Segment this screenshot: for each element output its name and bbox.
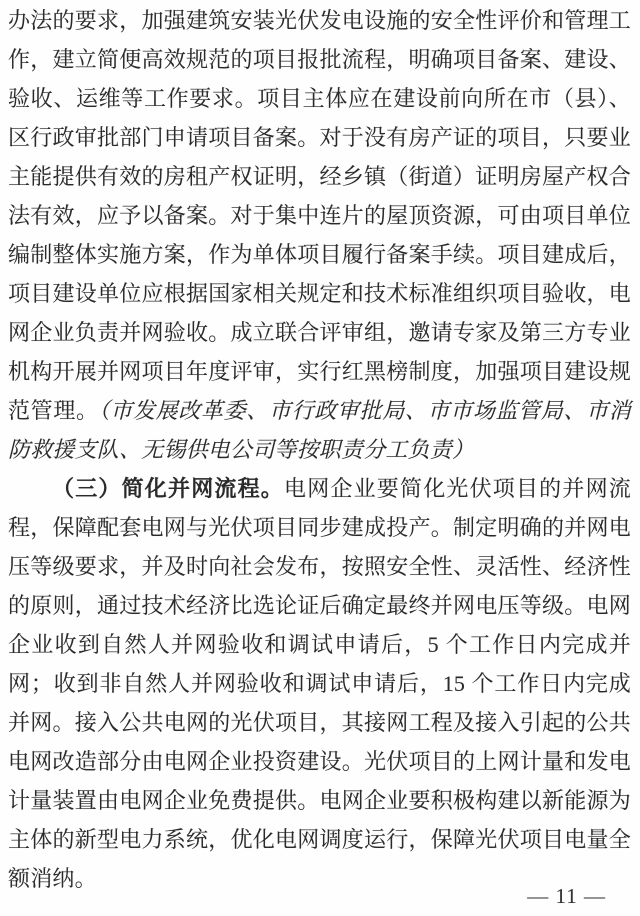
body-text-run: 办法的要求，加强建筑安装光伏发电设施的安全性评价和管理工作，建立简便高效规范的项目报批流程，明确项目备案、建设、验收、运维等工作要求。项目主体应在建设前向所在市（县）、区行政审批部门申请项目备案。对于没有房产证的项目，只要业主能提供有效的房租产权证明，经乡镇（街道）证明房屋产权合法有效，应予以备案。对于集中连片的屋顶资源，可由项目单位编制整体实施方案，作为单体项目履行备案手续。项目建成后，项目建设单位应根据国家相关规定和技术标准组织项目验收，电网企业负责并网验收。成立联合评审组，邀请专家及第三方专业机构开展并网项目年度评审，实行红黑榜制度，加强项目建设规范管理。: [8, 8, 631, 423]
page-number: — 11 —: [527, 884, 606, 908]
responsibility-attribution-note: （市发展改革委、市行政审批局、市市场监管局、市消防救援支队、无锡供电公司等按职责分工负责）: [8, 398, 631, 462]
section-heading: （三）简化并网流程。: [52, 476, 284, 501]
paragraph-section-three: [8, 469, 631, 898]
paragraph-continuation: [8, 1, 631, 469]
body-text-run: 电网企业要简化光伏项目的并网流程，保障配套电网与光伏项目同步建成投产。制定明确的并网电压等级要求，并及时向社会发布，按照安全性、灵活性、经济性的原则，通过技术经济比选论证后确定最终并网电压等级。电网企业收到自然人并网验收和调试申请后，5 个工作日内完成并网；收到非自然人并网验收和调试申请后，15 个工作日内完成并网。接入公共电网的光伏项目，其接网工程及接入引起的公共电网改造部分由电网企业投资建设。光伏项目的上网计量和发电计量装置由电网企业免费提供。电网企业要积极构建以新能源为主体的新型电力系统，优化电网调度运行，保障光伏项目电量全额消纳。: [8, 476, 631, 891]
